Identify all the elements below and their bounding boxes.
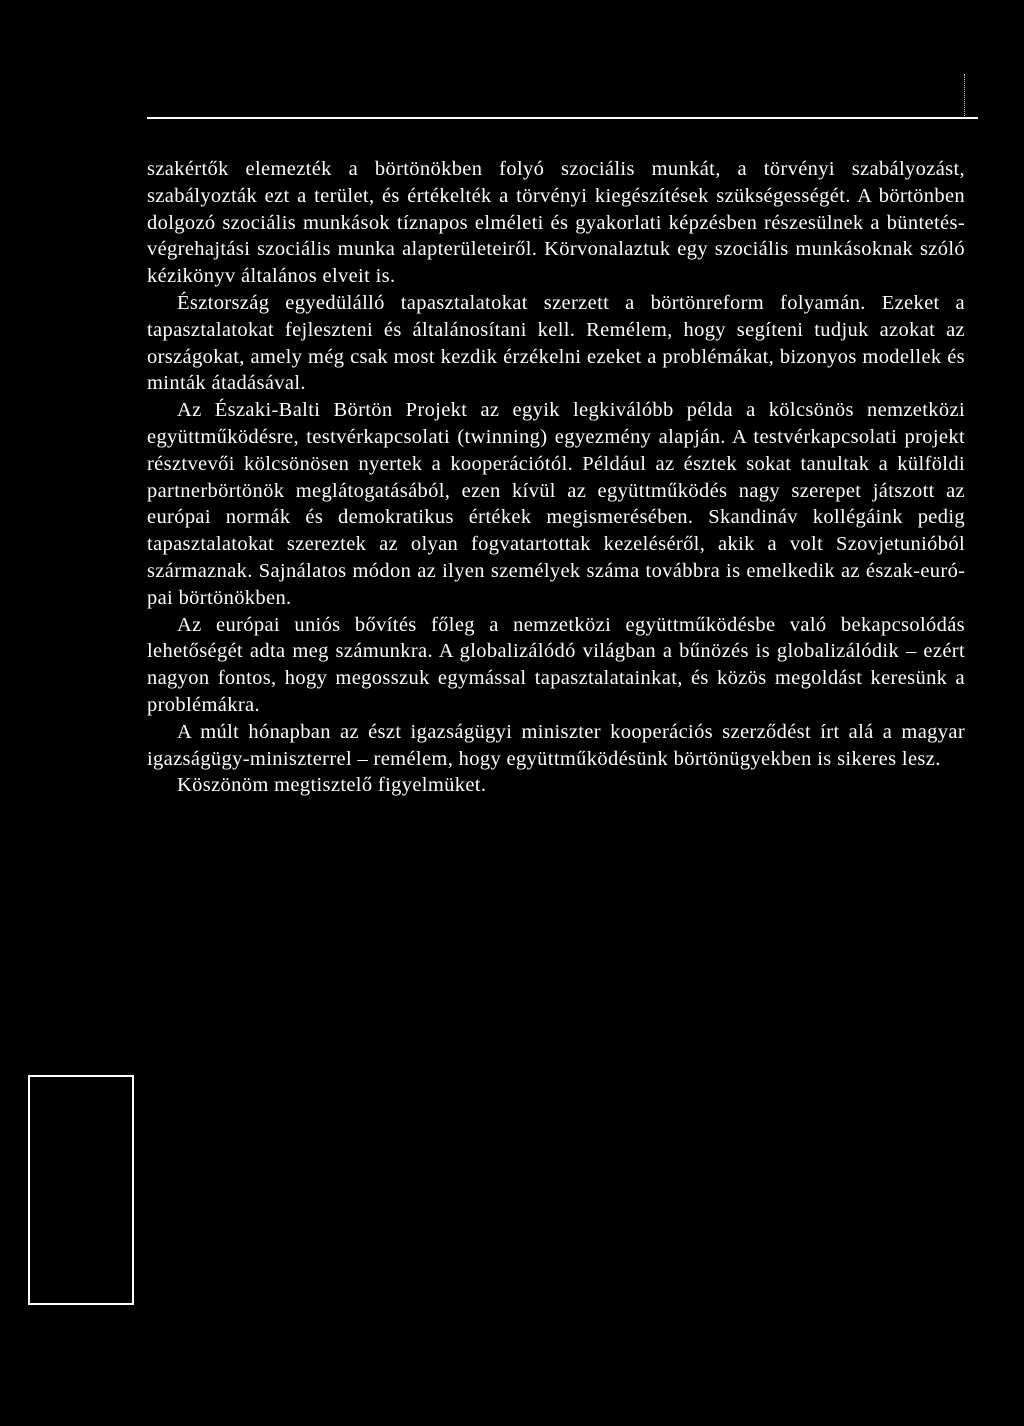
header-rule — [147, 117, 978, 119]
paragraph-1: szakértők elemezték a börtönökben folyó szociális munkát, a törvényi szabályozást, szabályozták ezt a terület, és értékelték a törvényi kiegészítések szükségességét. A börtönben dolgozó szociális munkások tíznapos elméleti és gyakorlati képzésben részesülnek a büntetés-végrehajtási szociális munka alapterületeiről. Körvonalaztuk egy szociális munkásoknak szóló kézikönyv általános elveit is. — [147, 158, 965, 288]
paragraph-3: Az Északi-Balti Börtön Projekt az egyik legkiválóbb példa a kölcsönös nemzetközi együttműködésre, testvérkapcsolati (twinning) egyezmény alapján. A testvérkapcsolati projekt résztvevői kölcsönösen nyertek a kooperációtól. Például az észtek sokat tanultak a külföldi partnerbörtönök meglátogatásából, ezen kívül az együttműködés nagy szerepet játszott az európai normák és demokratikus értékek megismerésében. Skandináv kollégáink pedig tapasztalatokat szereztek az olyan fogvatartottak kezeléséről, akik a volt Szovjetunióból származnak. Sajnálatos módon az ilyen személyek száma továbbra is emelkedik az észak-európai börtönökben. — [147, 399, 965, 609]
document-body — [147, 156, 965, 799]
margin-frame — [28, 1075, 134, 1305]
paragraph-5: A múlt hónapban az észt igazságügyi miniszter kooperációs szerződést írt alá a magyar igazságügy-miniszterrel – remélem, hogy együttműködésünk börtönügyekben is sikeres lesz. — [147, 720, 965, 770]
page-corner-mark — [964, 74, 965, 118]
paragraph-2: Észtország egyedülálló tapasztalatokat szerzett a börtönreform folyamán. Ezeket a tapasztalatokat fejleszteni és általánosítani kell. Remélem, hogy segíteni tudjuk azokat az országokat, amely még csak most kezdik érzékelni ezeket a problémákat, bizonyos modellek és minták átadásával. — [147, 291, 965, 395]
paragraph-6: Köszönöm megtisztelő figyelmüket. — [177, 774, 487, 797]
paragraph-4: Az európai uniós bővítés főleg a nemzetközi együttműködésbe való bekapcsolódás lehetőségét adta meg számunkra. A globalizálódó világban a bűnözés is globalizálódik – ezért nagyon fontos, hogy megosszuk egymással tapasztalatainkat, és közös megoldást keresünk a problémákra. — [147, 613, 965, 716]
